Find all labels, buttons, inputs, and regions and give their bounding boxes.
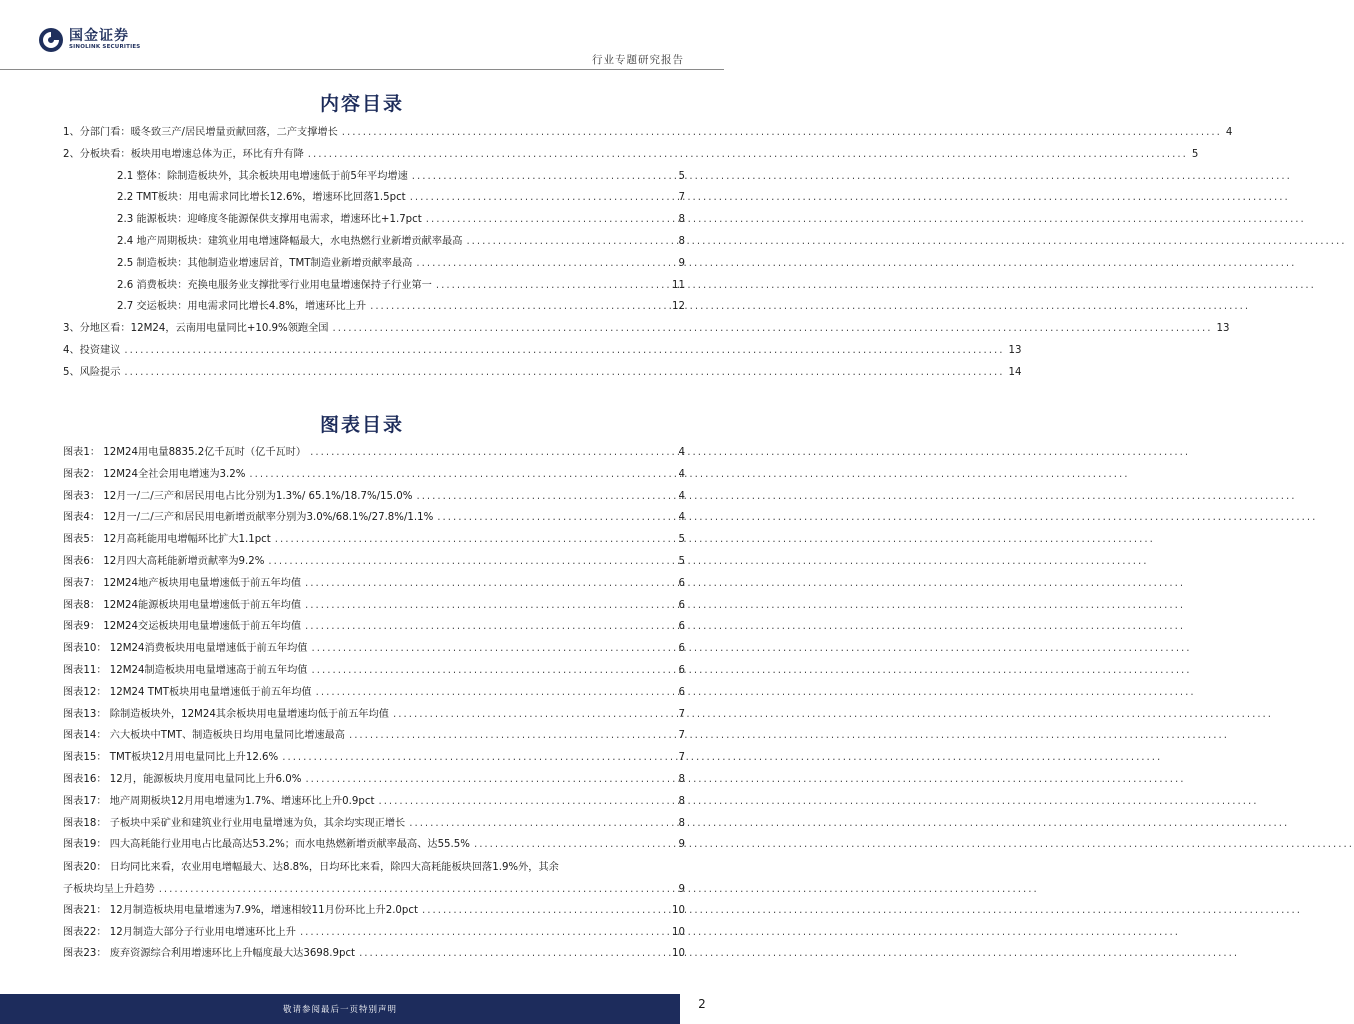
toc-entry-page: 13 [1216,323,1230,335]
dot-leader [332,323,1212,334]
toc-entry[interactable] [63,145,1199,167]
figure-entry-text: 12M24消费板块用电量增速低于前五年均值 [109,643,308,655]
brand-name-cn: 国金证券 [69,28,129,44]
figure-entry-text: 12月一/二/三产和居民用电占比分别为1.3%/ 65.1%/18.7%/15.0% [103,490,413,502]
figure-entry-label: 图表22： [63,926,107,938]
dot-leader [416,258,674,269]
figure-entry-label: 图表1： [63,447,101,458]
figure-entry-page: 5 [678,534,685,546]
figure-entry-text: 12M24地产板块用电量增速低于前五年均值 [103,577,302,589]
figure-entry-text: 子板块中采矿业和建筑业行业用电量增速为负，其余均实现正增长 [109,817,406,829]
figure-entry-caption [63,705,389,720]
figure-entry-label: 图表8： [63,599,101,611]
figure-entry[interactable] [63,901,685,923]
toc-entry-page: 12 [672,301,685,313]
figure-entry[interactable] [63,705,685,727]
figure-entry-label: 图表20： [63,862,107,874]
figure-entry-text: TMT板块12月用电量同比上升12.6% [109,752,279,764]
dot-leader [316,687,675,698]
figure-entry-page: 4 [678,447,685,458]
figure-entry-caption [63,923,296,938]
toc-entry[interactable] [63,232,685,254]
figure-entry-label: 图表13： [63,708,107,720]
figure-entry-caption [63,748,278,763]
toc-entry[interactable] [63,188,685,210]
figure-entry-caption [63,726,345,741]
figure-entry-label: 图表21： [63,904,107,916]
figure-entry-caption [63,814,405,829]
toc-entry-page: 14 [1008,366,1022,378]
figure-entry-caption [63,661,308,676]
toc-entry-text: 2.4 地产周期板块：建筑业用电增速降幅最大，水电热燃行业新增贡献率最高 [117,235,463,247]
figure-entry-label: 图表7： [63,577,101,589]
figure-entry-text: 12月四大高耗能新增贡献率为9.2% [103,555,265,567]
dot-leader [268,556,674,567]
figure-entry-label: 图表5： [63,534,101,546]
dot-leader [474,839,675,850]
toc-entry-page: 8 [678,214,685,226]
dot-leader [342,127,1222,138]
figure-entry-page: 8 [678,773,685,785]
page-number: 2 [698,997,706,1011]
toc-entry-text: 2、分板块看：板块用电增速总体为正，环比有升有降 [63,148,304,160]
dot-leader [312,665,675,676]
figures-list [63,443,685,966]
figure-entry-label: 图表6： [63,555,101,567]
toc-entry-page: 4 [1225,127,1233,138]
dot-leader [312,643,675,654]
figure-entry-text: 12M24用电量8835.2亿千瓦时（亿千瓦时） [103,447,307,458]
figure-entry-caption [63,574,301,589]
figure-entry[interactable] [63,530,685,552]
figure-entry-label: 图表4： [63,512,101,524]
figure-entry-page: 7 [678,730,685,742]
toc-entry-text: 2.7 交运板块：用电需求同比增长4.8%，增速环比上升 [117,301,367,313]
toc-entry[interactable] [63,319,1230,341]
toc-list [63,123,1233,385]
figure-entry-caption [63,835,470,850]
toc-entry-text: 2.6 消费板块：充换电服务业支撑批零行业用电量增速保持子行业第一 [117,279,432,291]
figure-entry[interactable] [63,508,685,530]
figure-entry-caption [63,443,306,458]
toc-entry[interactable] [63,210,685,232]
toc-entry[interactable] [63,363,1022,385]
toc-entry-text: 2.3 能源板块：迎峰度冬能源保供支撑用电需求，增速环比+1.7pct [117,214,422,226]
toc-entry-text: 2.5 制造板块：其他制造业增速居首，TMT制造业新增贡献率最高 [117,257,413,269]
figure-entry-text: 12月高耗能用电增幅环比扩大1.1pct [103,534,271,546]
figure-entry-page: 8 [678,795,685,807]
figure-entry[interactable] [63,552,685,574]
figure-entry-text: 12M24能源板块用电量增速低于前五年均值 [103,599,302,611]
figure-entry-label: 图表12： [63,686,107,698]
dot-leader [159,879,675,901]
figure-entry-label: 图表14： [63,730,107,742]
figure-entry-text: 六大板块中TMT、制造板块日均用电量同比增速最高 [109,730,345,742]
figure-entry-label: 图表15： [63,752,107,764]
figure-entry-caption [63,683,312,698]
toc-entry-page: 9 [678,257,685,269]
figure-entry-page: 6 [678,643,685,655]
dot-leader [409,818,674,829]
dot-leader [412,171,675,182]
figure-entry-label: 图表16： [63,773,107,785]
figure-entry-text: 四大高耗能行业用电占比最高达53.2%；而水电热燃新增贡献率最高、达55.5% [109,839,470,851]
figure-entry-page: 6 [678,686,685,698]
sinolink-logo-icon [38,27,64,53]
figure-entry[interactable] [63,726,685,748]
figure-entry-page: 6 [678,599,685,611]
dot-leader [275,534,675,545]
dot-leader [308,149,1188,160]
figure-entry-text: 12月制造板块用电量增速为7.9%，增速相较11月份环比上升2.0pct [109,904,418,916]
dot-leader [349,730,675,741]
figure-entry-text-continued: 子板块均呈上升趋势 [63,883,155,895]
toc-entry[interactable] [63,297,685,319]
page-footer [0,994,680,1024]
brand-name-en: SINOLINK SECURITIES [69,44,141,50]
figure-entry-text: 12月，能源板块月度用电量同比上升6.0% [109,773,302,785]
figure-entry[interactable] [63,792,685,814]
figure-entry-text: 除制造板块外，12M24其余板块用电量增速均低于前五年均值 [109,708,389,720]
company-logo [38,27,140,53]
figure-entry[interactable] [63,944,685,966]
dot-leader [359,948,668,959]
toc-entry-page: 5 [678,170,685,182]
figure-entry-caption [63,792,374,807]
figure-entry-line2 [63,879,685,901]
page-header [0,0,724,72]
toc-entry[interactable] [63,254,685,276]
figure-entry[interactable] [63,923,685,945]
dot-leader [124,367,1004,378]
figure-entry-label: 图表9： [63,621,101,633]
dot-leader [378,796,674,807]
dot-leader [305,600,675,611]
figure-entry[interactable] [63,617,685,639]
figure-entry[interactable] [63,835,685,857]
figure-entry-text: 12月制造大部分子行业用电增速环比上升 [109,926,296,938]
figure-entry-page: 4 [678,512,685,524]
dot-leader [437,512,674,523]
figure-entry-line1 [63,857,685,879]
toc-entry-text: 5、风险提示 [63,366,121,378]
toc-entry-page: 13 [1008,344,1022,356]
figure-entry-page: 6 [678,664,685,676]
figure-entry-caption [63,617,301,632]
dot-leader [466,236,674,247]
figure-entry-text: 12M24制造板块用电量增速高于前五年均值 [109,664,308,676]
dot-leader [305,578,675,589]
figure-entry-page: 7 [678,708,685,720]
figure-entry-label: 图表17： [63,795,107,807]
figure-entry-page: 9 [678,839,685,851]
figure-entry[interactable] [63,814,685,836]
toc-entry-page: 7 [678,192,685,204]
figure-entry-caption [63,639,308,654]
figure-entry-page: 10 [672,904,685,916]
dot-leader [393,709,675,720]
figure-entry[interactable] [63,596,685,618]
figure-entry-label: 图表19： [63,839,107,851]
figure-entry[interactable] [63,661,685,683]
figure-entry-caption [63,944,355,959]
figure-entry-page: 10 [672,948,685,960]
figure-entry-caption [63,596,301,611]
figure-entry[interactable] [63,487,685,509]
figure-entry-text: 废弃资源综合利用增速环比上升幅度最大达3698.9pct [109,948,356,960]
figure-entry-text: 12M24交运板块用电量增速低于前五年均值 [103,621,302,633]
toc-entry-text: 4、投资建议 [63,344,121,356]
dot-leader [436,280,668,291]
figure-entry[interactable] [63,748,685,770]
figure-entry-page: 8 [678,817,685,829]
dot-leader [426,214,675,225]
figure-entry[interactable] [63,465,685,487]
toc-entry-page: 5 [1191,148,1199,160]
figure-entry-page: 6 [678,621,685,633]
dot-leader [310,447,674,458]
toc-title: 内容目录 [319,93,404,115]
figure-entry-caption [63,487,412,502]
footer-disclaimer: 敬请参阅最后一页特别声明 [282,1005,397,1015]
figure-entry-text: 日均同比来看，农业用电增幅最大、达8.8%，日均环比来看，除四大高耗能板块回落1.9%外，其余 [109,862,559,874]
dot-leader [300,927,668,938]
figure-entry[interactable] [63,574,685,596]
report-type-label: 行业专题研究报告 [592,54,684,66]
figure-entry[interactable] [63,683,685,705]
figure-entry-label: 图表23： [63,948,107,960]
toc-entry-page: 11 [672,279,685,291]
figure-entry-page: 9 [678,883,685,895]
dot-leader [305,621,675,632]
dot-leader [305,774,674,785]
toc-entry-page: 8 [678,235,685,247]
toc-entry-text: 2.1 整体：除制造板块外，其余板块用电增速低于前5年平均增速 [117,170,408,182]
figures-title: 图表目录 [319,414,404,436]
figure-entry[interactable] [63,443,685,465]
dot-leader [410,192,675,203]
figure-entry-page: 4 [678,490,685,502]
figure-entry-caption [63,901,418,916]
figure-entry-caption [63,530,271,545]
toc-entry[interactable] [63,123,1233,145]
figure-entry[interactable] [63,639,685,661]
figure-entry-page: 5 [678,555,685,567]
dot-leader [416,491,674,502]
figure-entry-caption [63,770,301,785]
figure-entry-page: 7 [678,752,685,764]
figure-entry-caption [63,465,245,480]
figure-entry[interactable] [63,857,685,901]
figure-entry-label: 图表2： [63,468,101,480]
dot-leader [124,345,1004,356]
toc-entry-text: 1、分部门看：暖冬致三产/居民增量贡献回落，二产支撑增长 [63,127,338,138]
figure-entry[interactable] [63,770,685,792]
figure-entry-label: 图表3： [63,490,101,502]
figure-entry-text: 12M24 TMT板块用电量增速低于前五年均值 [109,686,312,698]
figure-entry-label: 图表11： [63,664,107,676]
figure-entry-label: 图表18： [63,817,107,829]
dot-leader [370,301,668,312]
header-divider [0,69,724,70]
figure-entry-text: 12M24全社会用电增速为3.2% [103,468,246,480]
toc-entry[interactable] [63,341,1022,363]
figure-entry-caption [63,552,264,567]
figure-entry-text: 地产周期板块12月用电增速为1.7%、增速环比上升0.9pct [109,795,375,807]
figure-entry-caption [63,508,433,523]
figure-entry-page: 6 [678,577,685,589]
figure-entry-text: 12月一/二/三产和居民用电新增贡献率分别为3.0%/68.1%/27.8%/1.1% [103,512,434,524]
toc-entry-text: 2.2 TMT板块：用电需求同比增长12.6%，增速环比回落1.5pct [117,192,406,204]
figure-entry-page: 10 [672,926,685,938]
dot-leader [249,469,674,480]
figure-entry-label: 图表10： [63,643,107,655]
toc-entry[interactable] [63,276,685,298]
figure-entry-page: 4 [678,468,685,480]
toc-entry[interactable] [63,167,685,189]
dot-leader [282,752,674,763]
toc-entry-text: 3、分地区看：12M24，云南用电量同比+10.9%领跑全国 [63,323,329,335]
dot-leader [422,905,668,916]
